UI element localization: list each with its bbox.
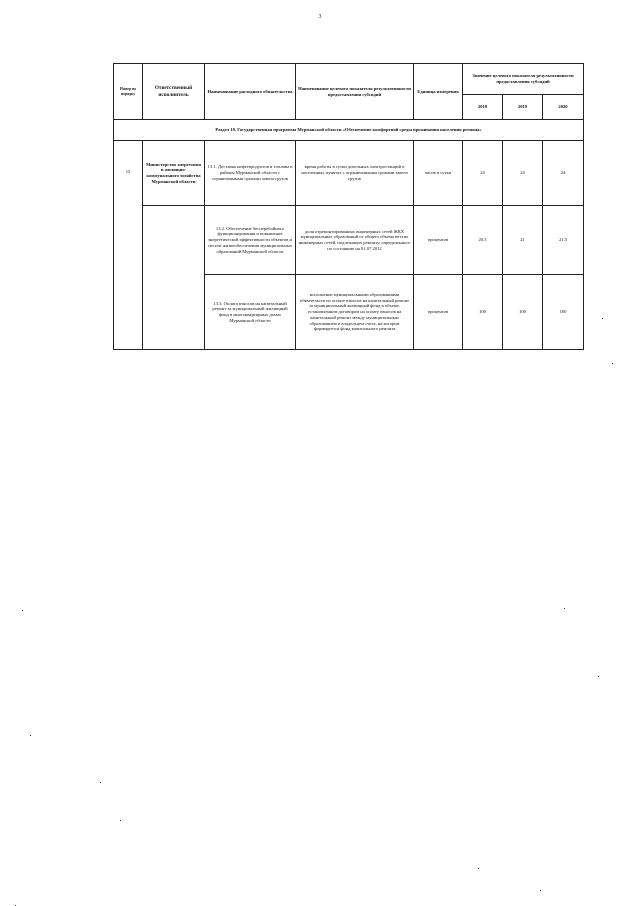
scan-speck bbox=[598, 676, 599, 677]
scan-speck bbox=[564, 608, 565, 609]
header-year: 2020 bbox=[543, 95, 584, 120]
expense-obligation: 13.3. Оплата взносов на капитальный ремонт за муниципальный жилищный фонд в многоквартирных домах Мурманской области bbox=[205, 275, 296, 350]
value-2020: 21,5 bbox=[543, 206, 584, 275]
header-row bbox=[114, 64, 584, 95]
unit: процентов bbox=[414, 275, 463, 350]
header-year: 2018 bbox=[463, 95, 503, 120]
row-num: 15 bbox=[114, 141, 143, 350]
indicator-name: исполнение муниципальными образованиями обязательств по оплате взносов на капитальный ремонт за муниципальный жилищный фонд в объеме, установленном договором на оплату взносов на капитальный ремонт между муниципальным образованием и владельцем счета, на котором формируется фонд капитального ремонта bbox=[296, 275, 414, 350]
unit: часов в сутки bbox=[414, 141, 463, 206]
table-row bbox=[114, 206, 584, 275]
scan-speck bbox=[540, 890, 541, 891]
scan-speck bbox=[30, 735, 31, 736]
subsidy-indicators-table bbox=[113, 63, 584, 350]
page-number: 3 bbox=[318, 14, 322, 20]
expense-obligation: 13.2. Обеспечение бесперебойного функционирования и повышение энергетической эффективности объектов и систем жизнеобеспечения муниципальных образований Мурманской области bbox=[205, 206, 296, 275]
unit: процентов bbox=[414, 206, 463, 275]
value-2020: 100 bbox=[543, 275, 584, 350]
indicator-name: время работы в сутки дизельных электростанций в населенных пунктах с ограниченными сроками завоза грузов bbox=[296, 141, 414, 206]
header-year: 2019 bbox=[503, 95, 543, 120]
scan-speck bbox=[612, 363, 613, 364]
scan-speck bbox=[602, 318, 603, 319]
header-indicator: Наименование целевого показателя результативности предоставления субсидий bbox=[296, 64, 414, 120]
responsible-executor-empty bbox=[143, 206, 205, 350]
scan-speck bbox=[120, 820, 121, 821]
header-values-group: Значение целевого показателя результативности предоставления субсидий bbox=[463, 64, 584, 95]
value-2020: 24 bbox=[543, 141, 584, 206]
responsible-executor: Министерство энергетики и жилищно-коммунального хозяйства Мурманской области bbox=[143, 141, 205, 206]
header-unit: Единица измерения bbox=[414, 64, 463, 120]
header-expense: Наименование расходного обязательства bbox=[205, 64, 296, 120]
value-2018: 20,5 bbox=[463, 206, 503, 275]
header-responsible: Ответственный исполнитель bbox=[143, 64, 205, 120]
section-title: Раздел 10. Государственная программа Мурманской области «Обеспечение комфортной среды проживания населения региона» bbox=[114, 120, 584, 141]
value-2019: 24 bbox=[503, 141, 543, 206]
scan-speck bbox=[478, 868, 479, 869]
expense-obligation: 13.1. Доставка нефтепродуктов и топлива в районы Мурманской области с ограниченными сроками завоза грузов bbox=[205, 141, 296, 206]
value-2019: 21 bbox=[503, 206, 543, 275]
value-2018: 24 bbox=[463, 141, 503, 206]
value-2018: 100 bbox=[463, 275, 503, 350]
scan-speck bbox=[22, 610, 23, 611]
indicator-name: доля отремонтированных инженерных сетей ЖКХ муниципальных образований от общего объема ветхих инженерных сетей, подлежащих ремонту, определенного по состоянию на 01.07.2012 bbox=[296, 206, 414, 275]
header-num: Номер по порядку bbox=[114, 64, 143, 120]
value-2019: 100 bbox=[503, 275, 543, 350]
section-row bbox=[114, 120, 584, 141]
scan-speck bbox=[100, 782, 101, 783]
table-row bbox=[114, 141, 584, 206]
